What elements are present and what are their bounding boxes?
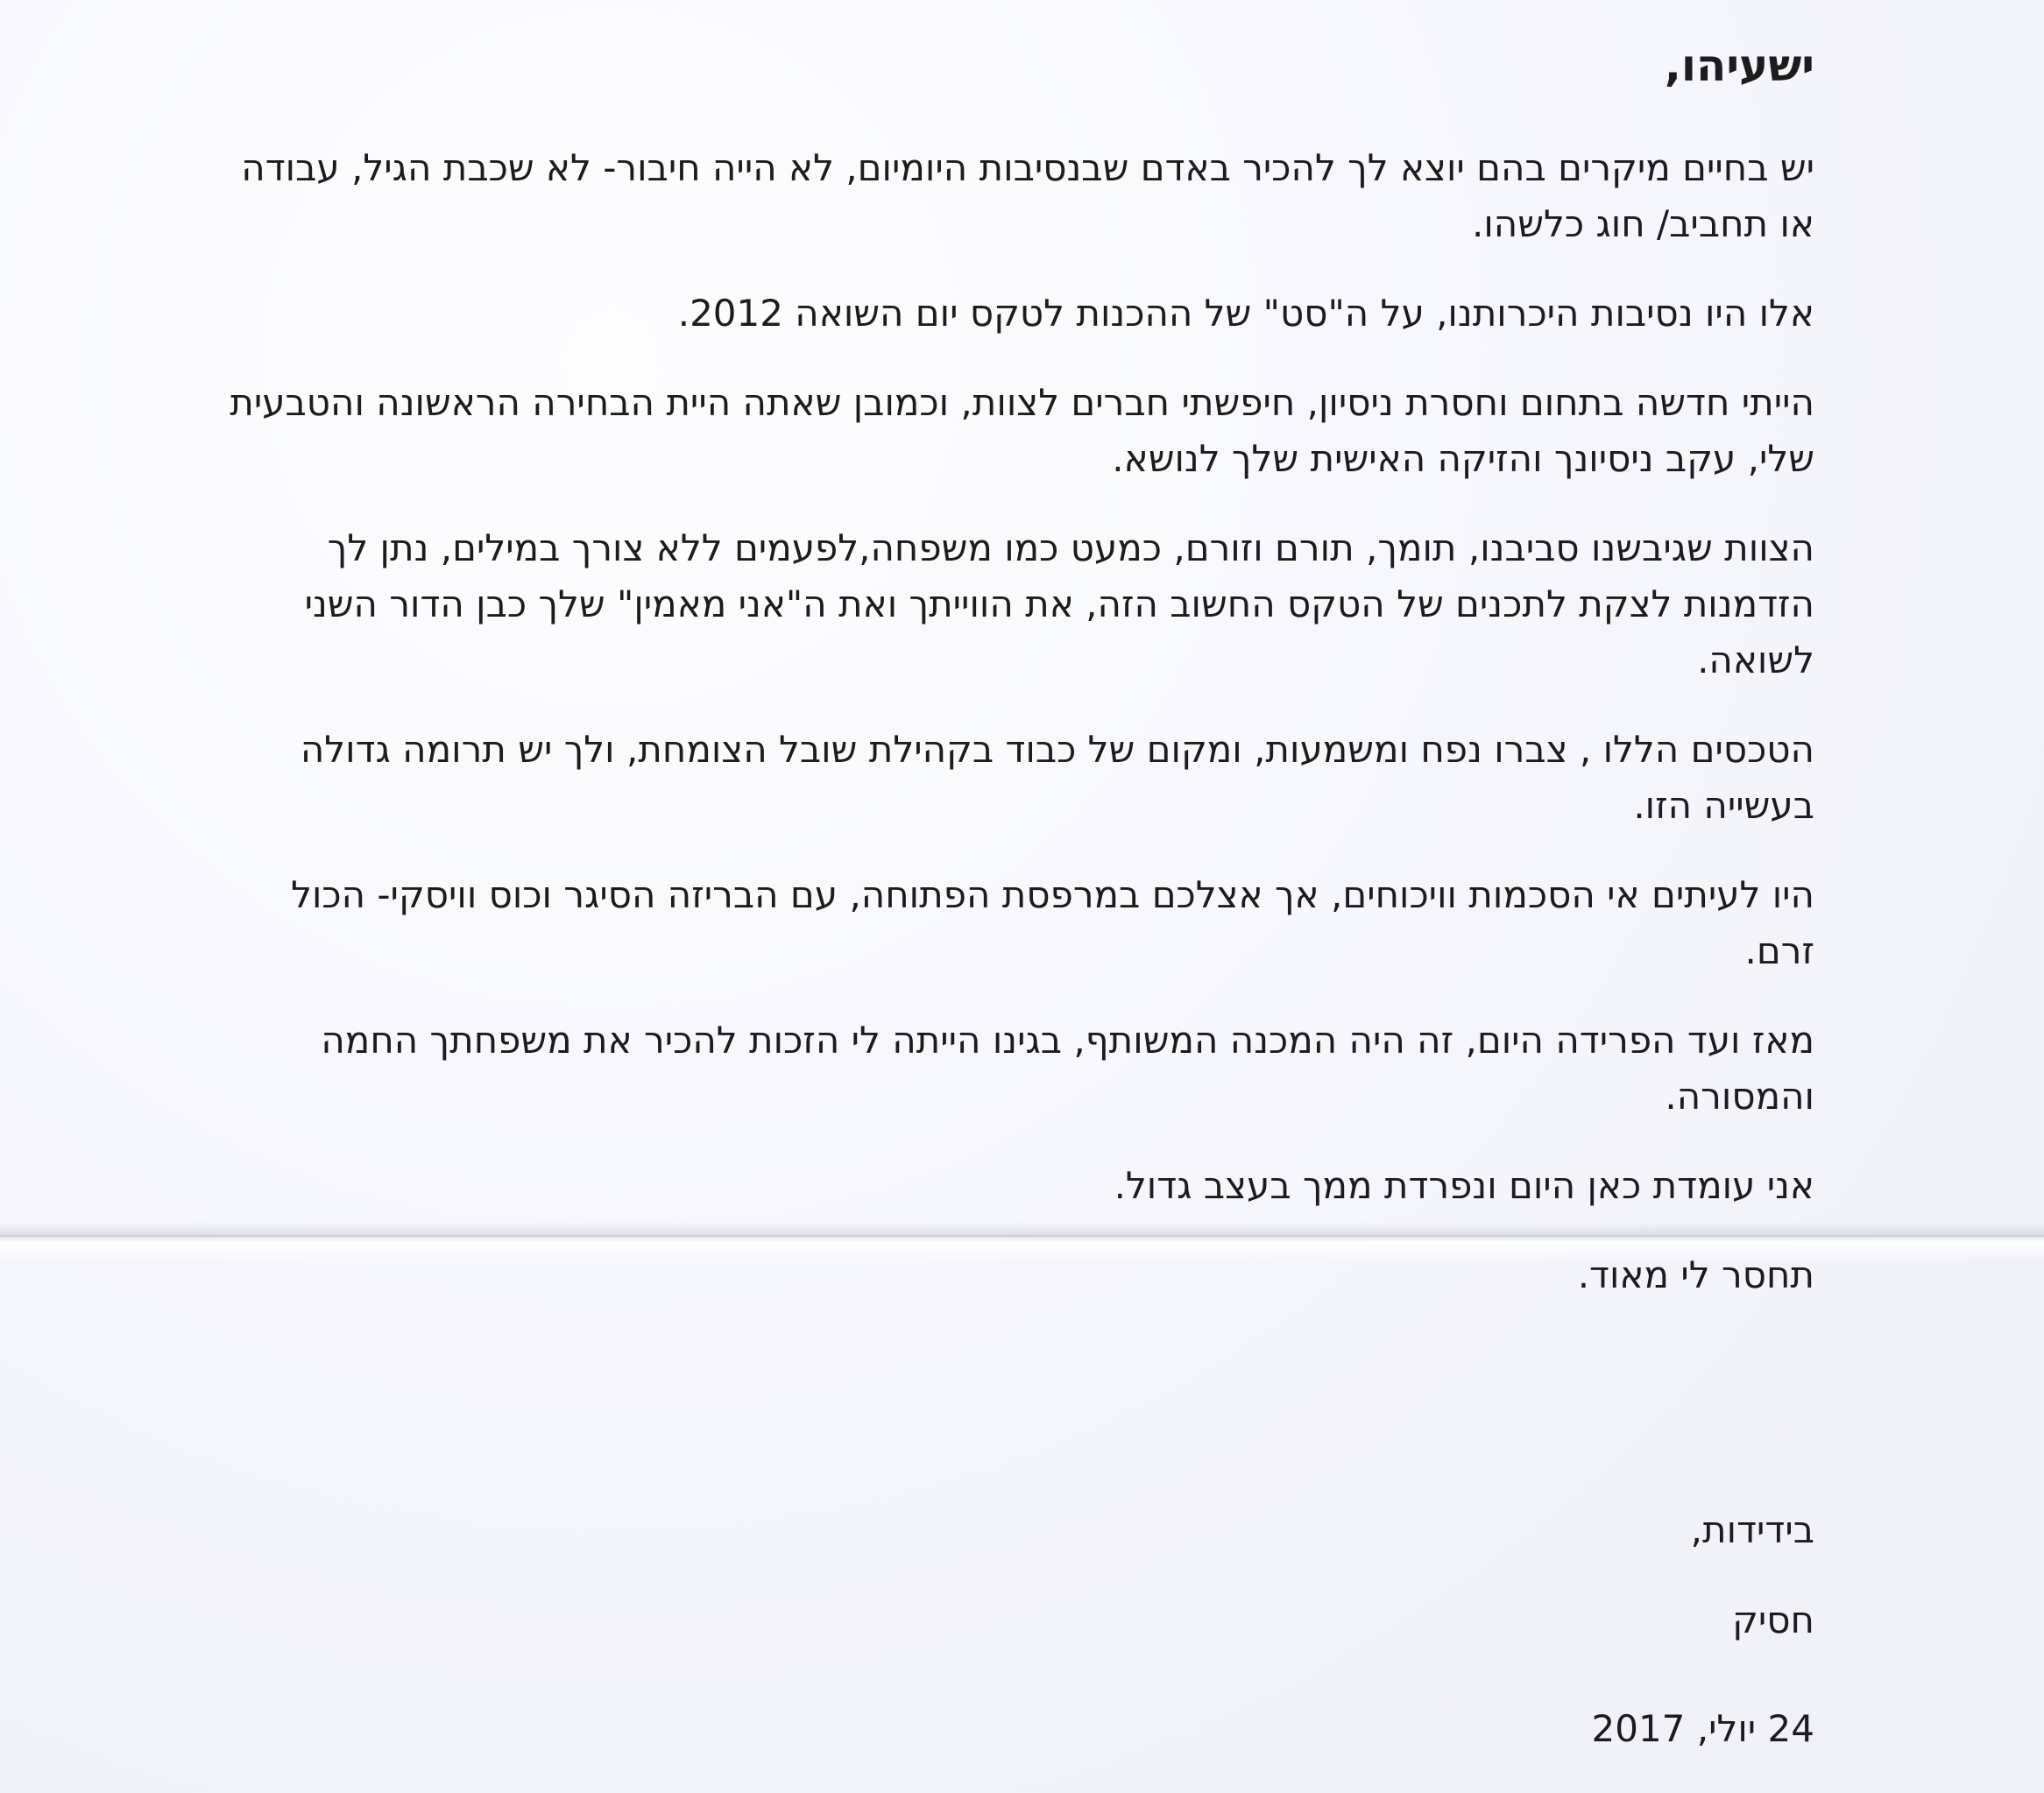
paragraph-7: מאז ועד הפרידה היום, זה היה המכנה המשותף, בגינו הייתה לי הזכות להכיר את משפחתך החמה והמסורה. [321,1019,1814,1118]
paragraph-8: אני עומדת כאן היום ונפרדת ממך בעצב גדול. [1114,1164,1814,1207]
letter-date: 24 יולי, 2017 [1591,1707,1814,1750]
paragraph-4: הצוות שגיבשנו סביבנו, תומך, תורם וזורם, כמעט כמו משפחה,לפעמים ללא צורך במילים, נתן לך הזדמנות לצקת לתכנים של הטקס החשוב הזה, את הווייתך ואת ה"אני מאמין" שלך כבן הדור השני לשואה. [304,526,1814,681]
signer-name: חסיק [1732,1599,1814,1641]
salutation: ישעיהו, [1664,40,1814,91]
letter-body [220,35,1814,1337]
paragraph-9: תחסר לי מאוד. [1577,1253,1814,1296]
paragraph-1: יש בחיים מיקרים בהם יוצא לך להכיר באדם שבנסיבות היומיום, לא הייה חיבור- לא שכבת הגיל, עבודה או תחביב/ חוג כלשהו. [241,146,1814,245]
sign-off: בידידות, [1690,1508,1814,1551]
paragraph-2: אלו היו נסיבות היכרותנו, על ה"סט" של ההכנות לטקס יום השואה 2012. [677,292,1814,335]
paragraph-3: הייתי חדשה בתחום וחסרת ניסיון, חיפשתי חברים לצוות, וכמובן שאתה היית הבחירה הראשונה והטבעית שלי, עקב ניסיונך והזיקה האישית שלך לנושא. [230,381,1814,480]
paragraph-5: הטכסים הללו , צברו נפח ומשמעות, ומקום של כבוד בקהילת שובל הצומחת, ולך יש תרומה גדולה בעשייה הזו. [300,728,1814,827]
paragraph-6: היו לעיתים אי הסכמות וויכוחים, אך אצלכם במרפסת הפתוחה, עם הבריזה הסיגר וכוס וויסקי- הכול זרם. [291,873,1814,972]
